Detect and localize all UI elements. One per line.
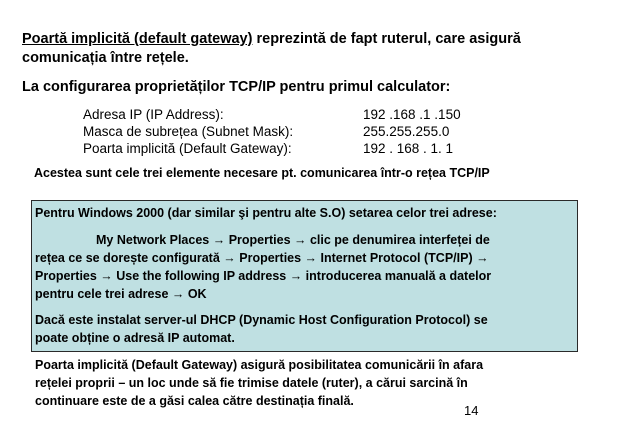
footer-line-1: Poarta implicită (Default Gateway) asigură posibilitatea comunicării în afara (35, 358, 484, 372)
gateway-definition: reprezintă de fapt ruterul, care asigură (252, 31, 521, 47)
box-line-7: poate obține o adresă IP automat. (35, 331, 235, 345)
box-line-1: Pentru Windows 2000 (dar similar şi pentru alte S.O) setarea celor trei adrese: (35, 206, 497, 220)
definition-line (22, 30, 521, 49)
gateway-term: Poartă implicită (default gateway) (22, 31, 253, 47)
config-intro: La configurarea proprietăților TCP/IP pentru primul calculator: (22, 79, 451, 95)
box-line-6: Dacă este instalat server-ul DHCP (Dynamic Host Configuration Protocol) se (35, 313, 488, 327)
note-text: Acestea sunt cele trei elemente necesare pt. comunicarea într-o rețea TCP/IP (34, 166, 490, 180)
footer-line-2: rețelei proprii – un loc unde să fie trimise datele (ruter), a cărui sarcină în (35, 376, 468, 390)
page-number: 14 (464, 403, 479, 418)
default-gateway-label: Poarta implicită (Default Gateway): (83, 141, 292, 156)
footer-line-3: continuare este de a găsi calea către destinația finală. (35, 394, 354, 408)
ip-address-label: Adresa IP (IP Address): (83, 107, 224, 122)
box-line-5: pentru cele trei adrese → OK (35, 287, 207, 301)
box-line-3: rețea ce se dorește configurată → Properties → Internet Protocol (TCP/IP) → (35, 251, 489, 265)
subnet-mask-label: Masca de subrețea (Subnet Mask): (83, 124, 294, 139)
box-line-2: My Network Places → Properties → clic pe denumirea interfeței de (96, 233, 490, 247)
box-line-4: Properties → Use the following IP address → introducerea manuală a datelor (35, 269, 492, 283)
subnet-mask-value: 255.255.255.0 (363, 124, 450, 139)
definition-continuation: comunicația între rețele. (22, 50, 189, 66)
default-gateway-value: 192 . 168 . 1. 1 (363, 141, 454, 156)
ip-address-value: 192 .168 .1 .150 (363, 107, 461, 122)
